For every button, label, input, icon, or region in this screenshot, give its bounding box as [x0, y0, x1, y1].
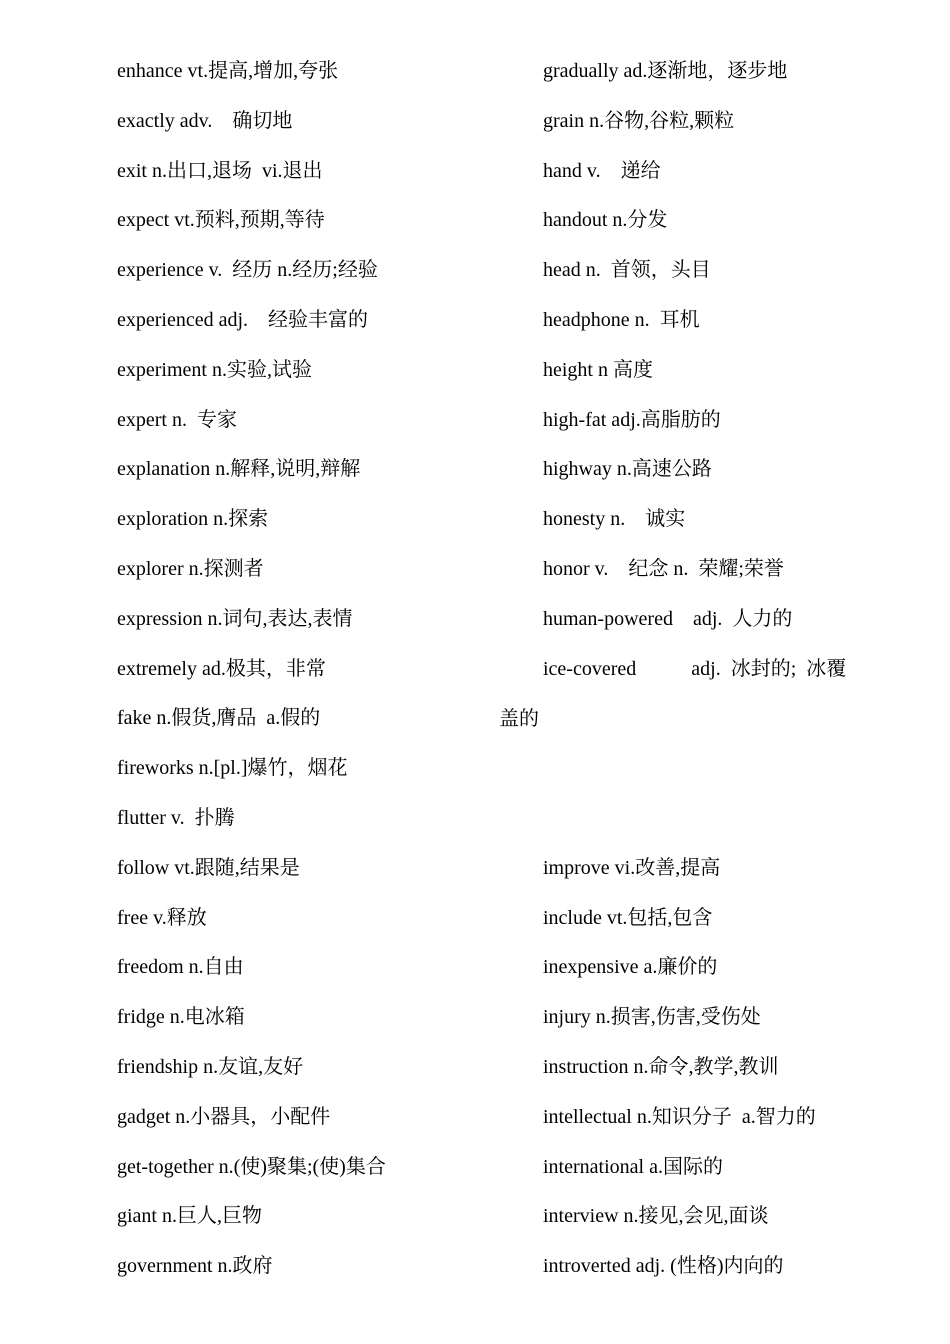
- blank-line: [543, 703, 943, 753]
- vocab-entry: introverted adj. (性格)内向的: [543, 1255, 784, 1278]
- vocab-entry: extremely ad.极其，非常: [117, 657, 326, 680]
- vocab-entry: experience v. 经历 n.经历;经验: [117, 259, 378, 282]
- vocab-entry: exploration n.探索: [117, 508, 269, 531]
- vocab-entry: fireworks n.[pl.]爆竹，烟花: [117, 757, 348, 780]
- vocab-entry: friendship n.友谊,友好: [117, 1055, 304, 1078]
- vocab-entry: giant n.巨人,巨物: [117, 1205, 262, 1228]
- vocab-entry: gradually ad.逐渐地，逐步地: [543, 60, 788, 82]
- vocab-entry: expert n. 专家: [117, 408, 237, 431]
- vocab-entry: hand v. 递给: [543, 159, 661, 182]
- vocab-entry: explorer n.探测者: [117, 557, 264, 580]
- vocab-entry: get-together n.(使)聚集;(使)集合: [117, 1155, 386, 1178]
- vocab-entry: high-fat adj.高脂肪的: [543, 408, 721, 431]
- vocab-entry: height n 高度: [543, 358, 653, 381]
- vocab-entry: freedom n.自由: [117, 956, 244, 979]
- vocab-entry: experiment n.实验,试验: [117, 358, 312, 381]
- vocab-entry: gadget n.小器具，小配件: [117, 1105, 331, 1128]
- vocab-entry: government n.政府: [117, 1255, 273, 1278]
- vocab-entry: honor v. 纪念 n. 荣耀;荣誉: [543, 557, 784, 580]
- right-vocabulary-column: [543, 56, 943, 1301]
- vocab-entry: follow vt.跟随,结果是: [117, 856, 300, 879]
- vocab-entry: free v.释放: [117, 906, 207, 929]
- vocab-entry: inexpensive a.廉价的: [543, 956, 718, 979]
- vocab-entry: enhance vt.提高,增加,夸张: [117, 60, 339, 82]
- wrapped-definition-tail: 盖的: [499, 708, 539, 730]
- vocab-entry: injury n.损害,伤害,受伤处: [543, 1006, 761, 1029]
- vocab-entry: interview n.接见,会见,面谈: [543, 1205, 769, 1228]
- vocab-entry: fridge n.电冰箱: [117, 1006, 245, 1029]
- vocab-entry: flutter v. 扑腾: [117, 806, 235, 829]
- vocab-entry: international a.国际的: [543, 1155, 723, 1178]
- blank-line: [543, 753, 943, 803]
- vocab-entry: fake n.假货,膺品 a.假的: [117, 707, 321, 730]
- vocab-entry: exit n.出口,退场 vi.退出: [117, 159, 323, 182]
- vocab-entry: exactly adv. 确切地: [117, 109, 293, 132]
- vocab-entry: handout n.分发: [543, 209, 668, 232]
- vocab-entry: expect vt.预料,预期,等待: [117, 209, 325, 232]
- vocab-entry: instruction n.命令,教学,教训: [543, 1055, 779, 1078]
- vocab-entry: experienced adj. 经验丰富的: [117, 308, 369, 331]
- vocab-entry: headphone n. 耳机: [543, 308, 700, 331]
- vocab-entry: include vt.包括,包含: [543, 906, 713, 929]
- left-vocabulary-column: [117, 56, 517, 1301]
- vocab-entry: honesty n. 诚实: [543, 508, 686, 531]
- vocab-entry: head n. 首领，头目: [543, 259, 711, 282]
- blank-line: [543, 803, 943, 853]
- vocab-entry: improve vi.改善,提高: [543, 856, 721, 879]
- vocab-entry: expression n.词句,表达,表情: [117, 607, 353, 630]
- vocab-entry: human-powered adj. 人力的: [543, 607, 793, 630]
- vocab-entry: ice-covered adj. 冰封的; 冰覆: [543, 657, 847, 680]
- vocab-entry: explanation n.解释,说明,辩解: [117, 458, 361, 481]
- vocab-entry: intellectual n.知识分子 a.智力的: [543, 1105, 816, 1128]
- vocab-entry: grain n.谷物,谷粒,颗粒: [543, 109, 735, 132]
- vocab-entry: highway n.高速公路: [543, 458, 712, 481]
